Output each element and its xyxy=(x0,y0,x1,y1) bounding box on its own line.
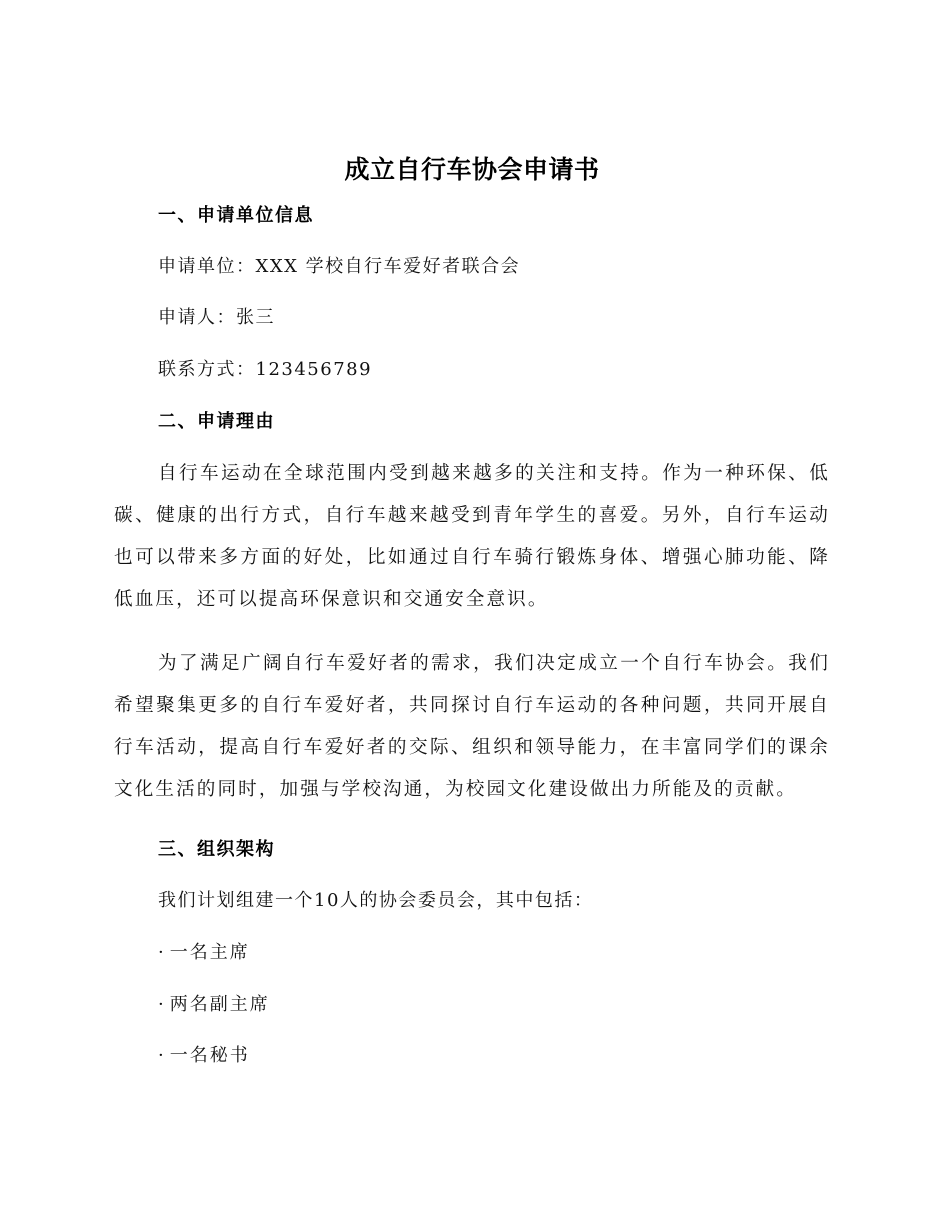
section-heading-applicant-info: 一、申请单位信息 xyxy=(158,205,314,226)
bullet-dot: · xyxy=(158,1045,166,1066)
list-item-chairman xyxy=(114,941,830,965)
bullet-dot: · xyxy=(158,942,166,963)
document-body xyxy=(114,148,830,1068)
organization-intro: 我们计划组建一个10人的协会委员会，其中包括： xyxy=(158,890,594,911)
document-title: 成立自行车协会申请书 xyxy=(344,155,600,184)
reason-paragraph-1: 自行车运动在全球范围内受到越来越多的关注和支持。作为一种环保、低碳、健康的出行方式，自行车越来越受到青年学生的喜爱。另外，自行车运动也可以带来多方面的好处，比如通过自行车骑行锻炼身体、增强心肺功能、降低血压，还可以提高环保意识和交通安全意识。 xyxy=(114,463,830,610)
list-item-label: 两名副主席 xyxy=(169,994,270,1015)
list-item-vice-chairmen xyxy=(114,993,830,1017)
list-item-label: 一名秘书 xyxy=(169,1045,250,1066)
reason-paragraph-2: 为了满足广阔自行车爱好者的需求，我们决定成立一个自行车协会。我们希望聚集更多的自行车爱好者，共同探讨自行车运动的各种问题，共同开展自行车活动，提高自行车爱好者的交际、组织和领导能力，在丰富同学们的课余文化生活的同时，加强与学校沟通，为校园文化建设做出力所能及的贡献。 xyxy=(114,653,830,800)
applicant-unit-line: 申请单位：XXX 学校自行车爱好者联合会 xyxy=(158,256,521,277)
applicant-line: 申请人：张三 xyxy=(158,307,275,328)
contact-line: 联系方式：123456789 xyxy=(158,359,373,380)
list-item-secretary xyxy=(114,1044,830,1068)
section-heading-reasons: 二、申请理由 xyxy=(158,411,275,432)
bullet-dot: · xyxy=(158,994,166,1015)
list-item-label: 一名主席 xyxy=(169,942,250,963)
committee-member-list xyxy=(114,941,830,1068)
section-heading-organization: 三、组织架构 xyxy=(158,839,275,860)
